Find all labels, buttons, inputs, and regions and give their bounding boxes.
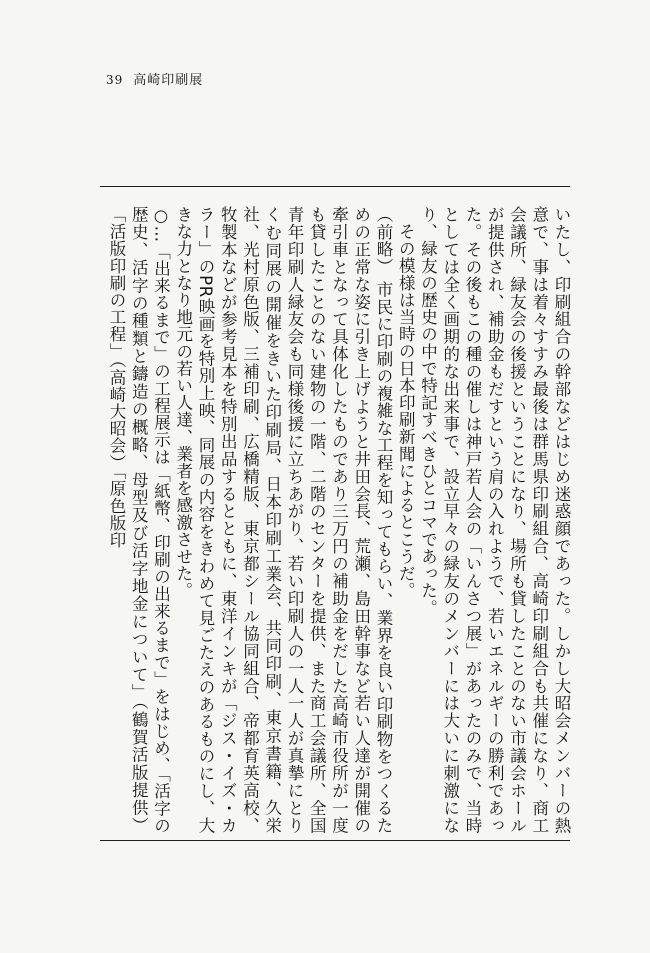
top-rule <box>100 186 570 187</box>
paragraph-4: ○…「出来るまで」の工程展示は「紙幣、印刷の出来るまで」をはじめ、「活字の歴史、活字の種類と鑄造の概略、母型及び活字地金について」（鶴賀活版提供）「活版印刷の工程」（高崎大昭会）「原色版印 <box>107 206 171 834</box>
running-head <box>106 69 203 88</box>
vertical-body-text <box>102 206 572 834</box>
page-number: 39 <box>106 73 124 87</box>
running-title: 高崎印刷展 <box>133 73 204 88</box>
paragraph-2: その模様は当時の日本印刷新聞によるとこうだ。 <box>396 222 416 599</box>
paragraph-1: いたし、印刷組合の幹部などはじめ迷惑顔であった。しかし大昭会メンバーの熱意で、事は着々すすみ最後は群馬県印刷組合、高崎印刷組合も共催になり、商工会議所、緑友会の後援ということになり、場所も貸したことのない市議会ホールが提供され、補助金もだすという肩の入れようで、若いエネルギーの勝利であった。その後もこの種の催しは神戸若人会の「いんさつ展」があったのみで、当時としては全く画期的な出来事で、設立早々の緑友のメンバーには大いに刺激になり、緑友の歴史の中で特記すべきひとコマであった。 <box>418 206 571 834</box>
paragraph-3: （前略） 市民に印刷の複雑な工程を知ってもらい、業界を良い印刷物をつくるための正常な姿に引き上げようと井田会長、荒瀬、島田幹事など若い人達が開催の牽引車となって具体化したものであり三万円の補助金をだした高崎市役所が一度も貸したことのない建物の一階、二階のセンターを提供、また商工会議所、全国青年印刷人緑友会も同様後援に立ちあがり、若い印刷人の一人一人が真摯にとりくむ同展の開催をきいた印刷局、日本印刷工業会、共同印刷、東京書籍、久栄社、光村原色版、三補印刷、広橋精版、東京都シール協同組合、帝都育英高校、牧製本などが参考見本を特別出品するとともに、東洋インキが「ジス・イズ・カラー」のPR映画を特別上映、同展の内容をきわめて見ごたえのあるものにし、大きな力となり地元の若い人達、業者を感激させた。 <box>173 206 393 834</box>
bottom-rule <box>100 840 570 841</box>
